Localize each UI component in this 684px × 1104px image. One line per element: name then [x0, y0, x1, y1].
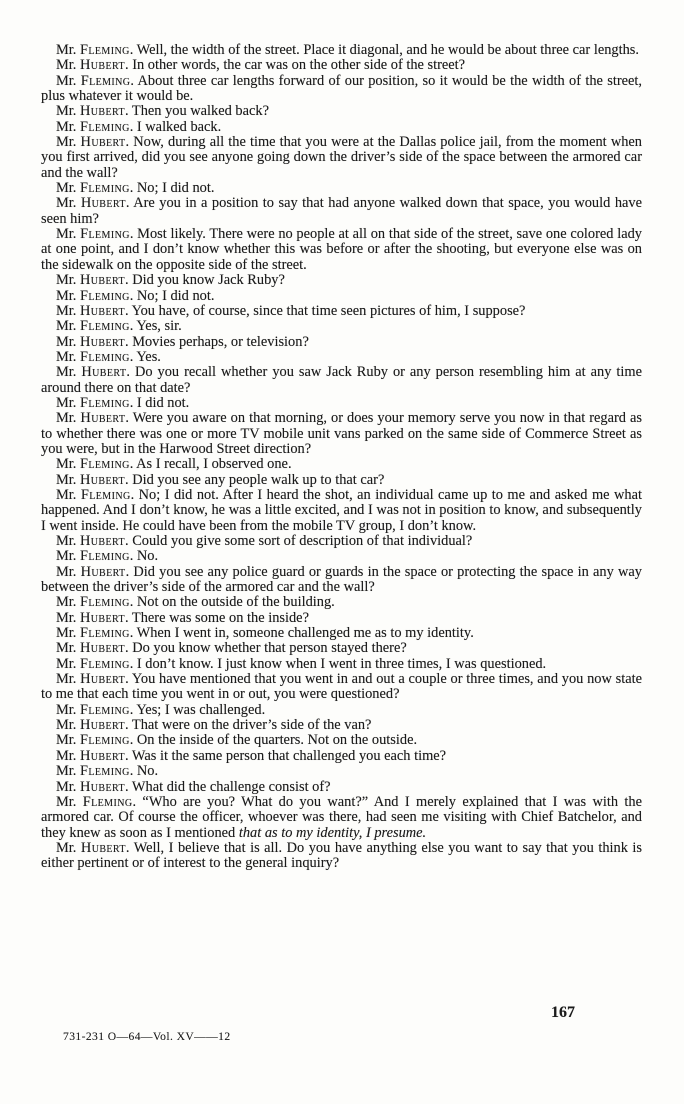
transcript-paragraph: Mr. Hubert. You have mentioned that you went in and out a couple or three times, and you now state to me that each time you went in or out, you were questioned? [41, 671, 642, 703]
speaker-name: Mr. Hubert. [56, 640, 129, 657]
speaker-name: Mr. Hubert. [56, 471, 129, 488]
transcript-paragraph: Mr. Fleming. No; I did not. [56, 180, 215, 197]
speaker-name: Mr. Fleming. [56, 318, 134, 335]
speaker-name: Mr. Fleming. [56, 118, 134, 135]
transcript-paragraph: Mr. Hubert. Now, during all the time that you were at the Dallas police jail, from the moment when you first arrived, did you see anyone going down the driver’s side of the space between the armored car and the wall? [41, 134, 642, 181]
transcript-paragraph: Mr. Hubert. Do you recall whether you saw Jack Ruby or any person resembling him at any time around there on that date? [41, 364, 642, 396]
transcript [41, 43, 642, 872]
speaker-name: Mr. Fleming. [56, 763, 134, 780]
transcript-paragraph: Mr. Hubert. In other words, the car was on the other side of the street? [56, 57, 466, 74]
transcript-paragraph: Mr. Hubert. Were you aware on that morning, or does your memory serve you now in that regard as to whether there was one or more TV mobile unit vans parked on the same side of Commerce Street as you were, but in the Harwood Street direction? [41, 410, 642, 457]
speaker-name: Mr. Hubert. [56, 671, 129, 688]
transcript-paragraph: Mr. Hubert. Could you give some sort of description of that individual? [56, 533, 473, 549]
speaker-name: Mr. Fleming. [56, 625, 134, 642]
transcript-paragraph: Mr. Fleming. “Who are you? What do you want?” And I merely explained that I was with the armored car. Of course the officer, whoever was there, had seen me visiting with Chief Batchelor, and they knew as soon as I mentioned that as to my identity, I presume. [41, 793, 642, 841]
transcript-paragraph: Mr. Fleming. No; I did not. [56, 287, 215, 304]
transcript-paragraph: Mr. Fleming. I don’t know. I just know when I went in three times, I was questioned. [56, 655, 547, 672]
speaker-name: Mr. Fleming. [56, 394, 134, 411]
transcript-paragraph: Mr. Fleming. About three car lengths forward of our position, so it would be the width of the street, plus whatever it would be. [41, 72, 642, 105]
speaker-name: Mr. Fleming. [56, 594, 134, 611]
speaker-name: Mr. Fleming. [56, 226, 134, 243]
transcript-paragraph: Mr. Fleming. I walked back. [56, 118, 222, 135]
transcript-paragraph: Mr. Fleming. On the inside of the quarters. Not on the outside. [56, 732, 418, 749]
transcript-paragraph: Mr. Fleming. Most likely. There were no people at all on that side of the street, save one colored lady at one point, and I don’t know whether this was before or after the shooting, but everyone else was on the sidewalk on the opposite side of the street. [41, 226, 642, 273]
transcript-paragraph: Mr. Hubert. Do you know whether that person stayed there? [56, 640, 407, 657]
speaker-name: Mr. Fleming. [56, 348, 134, 365]
speaker-name: Mr. Hubert. [56, 333, 129, 350]
transcript-paragraph: Mr. Hubert. You have, of course, since that time seen pictures of him, I suppose? [56, 302, 526, 319]
speaker-name: Mr. Hubert. [56, 563, 130, 580]
speaker-name: Mr. Hubert. [56, 195, 130, 212]
speaker-name: Mr. Fleming. [56, 701, 134, 718]
speaker-name: Mr. Fleming. [56, 793, 137, 810]
speaker-name: Mr. Hubert. [56, 778, 129, 795]
speaker-name: Mr. Hubert. [56, 364, 130, 381]
transcript-paragraph: Mr. Fleming. Not on the outside of the building. [56, 594, 335, 611]
speaker-name: Mr. Fleming. [56, 42, 134, 58]
transcript-paragraph: Mr. Fleming. Well, the width of the street. Place it diagonal, and he would be about three car lengths. [56, 42, 639, 58]
speaker-name: Mr. Fleming. [56, 287, 134, 304]
transcript-paragraph: Mr. Hubert. Then you walked back? [56, 103, 269, 120]
transcript-paragraph: Mr. Hubert. Did you see any police guard or guards in the space or protecting the space in any way between the driver’s side of the armored car and the wall? [41, 563, 642, 596]
speaker-name: Mr. Hubert. [56, 134, 130, 151]
speaker-name: Mr. Hubert. [56, 103, 129, 120]
transcript-paragraph: Mr. Fleming. No. [56, 548, 159, 565]
transcript-paragraph: Mr. Hubert. There was some on the inside? [56, 609, 309, 626]
transcript-paragraph: Mr. Fleming. Yes; I was challenged. [56, 701, 266, 718]
speaker-name: Mr. Fleming. [56, 180, 134, 197]
speaker-name: Mr. Hubert. [56, 57, 129, 74]
speaker-name: Mr. Fleming. [56, 486, 135, 503]
speaker-name: Mr. Fleming. [56, 548, 134, 565]
transcript-paragraph: Mr. Hubert. Did you know Jack Ruby? [56, 272, 285, 289]
speaker-name: Mr. Hubert. [56, 747, 129, 764]
transcript-paragraph: Mr. Hubert. That were on the driver’s side of the van? [56, 717, 372, 734]
transcript-paragraph: Mr. Hubert. Was it the same person that challenged you each time? [56, 747, 447, 764]
transcript-paragraph: Mr. Fleming. When I went in, someone challenged me as to my identity. [56, 625, 474, 642]
transcript-paragraph: Mr. Fleming. I did not. [56, 394, 190, 411]
speaker-name: Mr. Fleming. [56, 655, 134, 672]
speaker-name: Mr. Hubert. [56, 272, 129, 289]
transcript-paragraph: Mr. Fleming. No; I did not. After I heard the shot, an individual came up to me and asked me what happened. And I don’t know, he was a little excited, and I was not in position to know, and subsequently I went inside. He could have been from the mobile TV group, I don’t know. [41, 486, 642, 534]
transcript-paragraph: Mr. Fleming. No. [56, 763, 159, 780]
speaker-name: Mr. Hubert. [56, 302, 129, 319]
speaker-name: Mr. Hubert. [56, 609, 129, 626]
italic-phrase: that as to my identity, I presume. [238, 824, 427, 841]
speaker-name: Mr. Hubert. [56, 533, 129, 549]
transcript-paragraph: Mr. Hubert. Well, I believe that is all. Do you have anything else you want to say that you think is either pertinent or of interest to the general inquiry? [41, 839, 643, 872]
transcript-paragraph: Mr. Hubert. What did the challenge consist of? [56, 778, 331, 795]
speaker-name: Mr. Hubert. [56, 410, 129, 427]
transcript-paragraph: Mr. Fleming. Yes, sir. [56, 318, 182, 335]
speaker-name: Mr. Hubert. [56, 839, 130, 856]
transcript-paragraph: Mr. Fleming. Yes. [56, 348, 161, 365]
speaker-name: Mr. Fleming. [56, 732, 134, 749]
speaker-name: Mr. Hubert. [56, 717, 129, 734]
speaker-name: Mr. Fleming. [56, 72, 134, 89]
page-number: 167 [551, 1004, 575, 1021]
transcript-paragraph: Mr. Hubert. Movies perhaps, or television? [56, 333, 309, 350]
speaker-name: Mr. Fleming. [56, 456, 134, 473]
transcript-paragraph: Mr. Fleming. As I recall, I observed one. [56, 456, 292, 473]
footer-print-code: 731-231 O—64—Vol. XV——12 [63, 1030, 231, 1043]
transcript-paragraph: Mr. Hubert. Did you see any people walk up to that car? [56, 471, 385, 488]
transcript-paragraph: Mr. Hubert. Are you in a position to say that had anyone walked down that space, you would have seen him? [41, 195, 642, 227]
